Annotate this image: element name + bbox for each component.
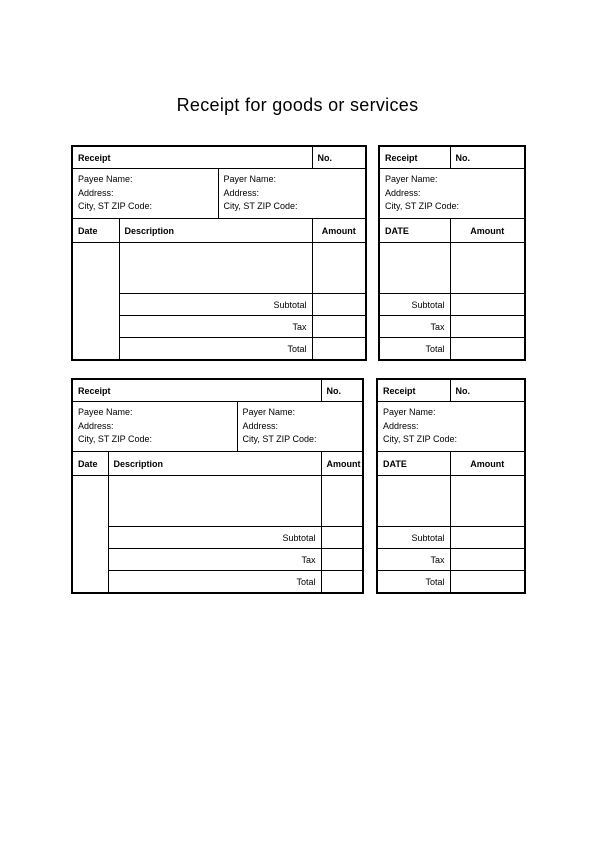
payer-city-label: City, ST ZIP Code:	[242, 434, 317, 445]
stub-date-column-header: DATE	[377, 452, 450, 476]
payee-address-label: Address:	[78, 187, 114, 198]
subtotal-value-cell[interactable]	[321, 527, 363, 549]
payee-info	[72, 402, 237, 452]
payer-name-label: Payer Name:	[223, 174, 277, 185]
stub-total-value-cell[interactable]	[450, 338, 525, 361]
payee-name-label: Payee Name:	[78, 174, 133, 185]
total-label: Total	[119, 338, 312, 361]
stub-subtotal-value-cell[interactable]	[450, 294, 525, 316]
date-column-header: Date	[72, 219, 119, 243]
stub-subtotal-label: Subtotal	[379, 294, 450, 316]
stub-tax-label: Tax	[377, 549, 450, 571]
stub-total-value-cell[interactable]	[450, 571, 525, 594]
payer-address-label: Address:	[223, 187, 260, 198]
total-label: Total	[108, 571, 321, 594]
stub-city-label: City, ST ZIP Code:	[385, 201, 460, 212]
date-column-header: Date	[72, 452, 108, 476]
description-column-header: Description	[119, 219, 312, 243]
stub-tax-label: Tax	[379, 316, 450, 338]
stub-amount-column-header: Amount	[450, 452, 525, 476]
payee-city-label: City, ST ZIP Code:	[78, 201, 153, 212]
stub-tax-value-cell[interactable]	[450, 316, 525, 338]
stub-date-cell[interactable]	[377, 476, 450, 527]
stub-address-label: Address:	[385, 187, 421, 198]
subtotal-label: Subtotal	[108, 527, 321, 549]
payer-city-label: City, ST ZIP Code:	[223, 201, 298, 212]
description-cell[interactable]	[108, 476, 321, 527]
payee-info	[72, 169, 218, 219]
stub-payer-info	[379, 169, 525, 219]
stub-payer-info	[377, 402, 525, 452]
page-title: Receipt for goods or services	[176, 95, 419, 115]
receipt-stub-1	[378, 145, 526, 361]
date-cell[interactable]	[72, 243, 119, 361]
receipt-number-label: No.	[321, 379, 363, 402]
amount-column-header: Amount	[312, 219, 366, 243]
receipt-form-1	[71, 145, 367, 361]
stub-tax-value-cell[interactable]	[450, 549, 525, 571]
stub-amount-cell[interactable]	[450, 243, 525, 294]
tax-label: Tax	[108, 549, 321, 571]
stub-receipt-label: Receipt	[377, 379, 450, 402]
stub-number-label: No.	[450, 379, 525, 402]
payee-name-label: Payee Name:	[78, 407, 133, 418]
tax-label: Tax	[119, 316, 312, 338]
amount-column-header: Amount	[321, 452, 363, 476]
payee-address-label: Address:	[78, 420, 114, 431]
tax-value-cell[interactable]	[312, 316, 366, 338]
total-value-cell[interactable]	[312, 338, 366, 361]
stub-total-label: Total	[377, 571, 450, 594]
payer-address-label: Address:	[242, 420, 279, 431]
payer-info	[218, 169, 366, 219]
stub-address-label: Address:	[383, 420, 419, 431]
stub-amount-column-header: Amount	[450, 219, 525, 243]
receipt-form-2	[71, 378, 364, 594]
stub-payer-name-label: Payer Name:	[383, 407, 436, 418]
stub-total-label: Total	[379, 338, 450, 361]
amount-cell[interactable]	[321, 476, 363, 527]
payee-city-label: City, ST ZIP Code:	[78, 434, 153, 445]
subtotal-value-cell[interactable]	[312, 294, 366, 316]
payer-name-label: Payer Name:	[242, 407, 296, 418]
stub-subtotal-value-cell[interactable]	[450, 527, 525, 549]
amount-cell[interactable]	[312, 243, 366, 294]
total-value-cell[interactable]	[321, 571, 363, 594]
stub-subtotal-label: Subtotal	[377, 527, 450, 549]
receipt-label: Receipt	[72, 146, 312, 169]
stub-receipt-label: Receipt	[379, 146, 450, 169]
description-column-header: Description	[108, 452, 321, 476]
subtotal-label: Subtotal	[119, 294, 312, 316]
stub-date-column-header: DATE	[379, 219, 450, 243]
receipt-number-label: No.	[312, 146, 366, 169]
tax-value-cell[interactable]	[321, 549, 363, 571]
payer-info	[237, 402, 363, 452]
stub-city-label: City, ST ZIP Code:	[383, 434, 458, 445]
stub-payer-name-label: Payer Name:	[385, 174, 438, 185]
description-cell[interactable]	[119, 243, 312, 294]
receipt-label: Receipt	[72, 379, 321, 402]
stub-amount-cell[interactable]	[450, 476, 525, 527]
stub-date-cell[interactable]	[379, 243, 450, 294]
date-cell[interactable]	[72, 476, 108, 594]
stub-number-label: No.	[450, 146, 525, 169]
receipt-stub-2	[376, 378, 526, 594]
